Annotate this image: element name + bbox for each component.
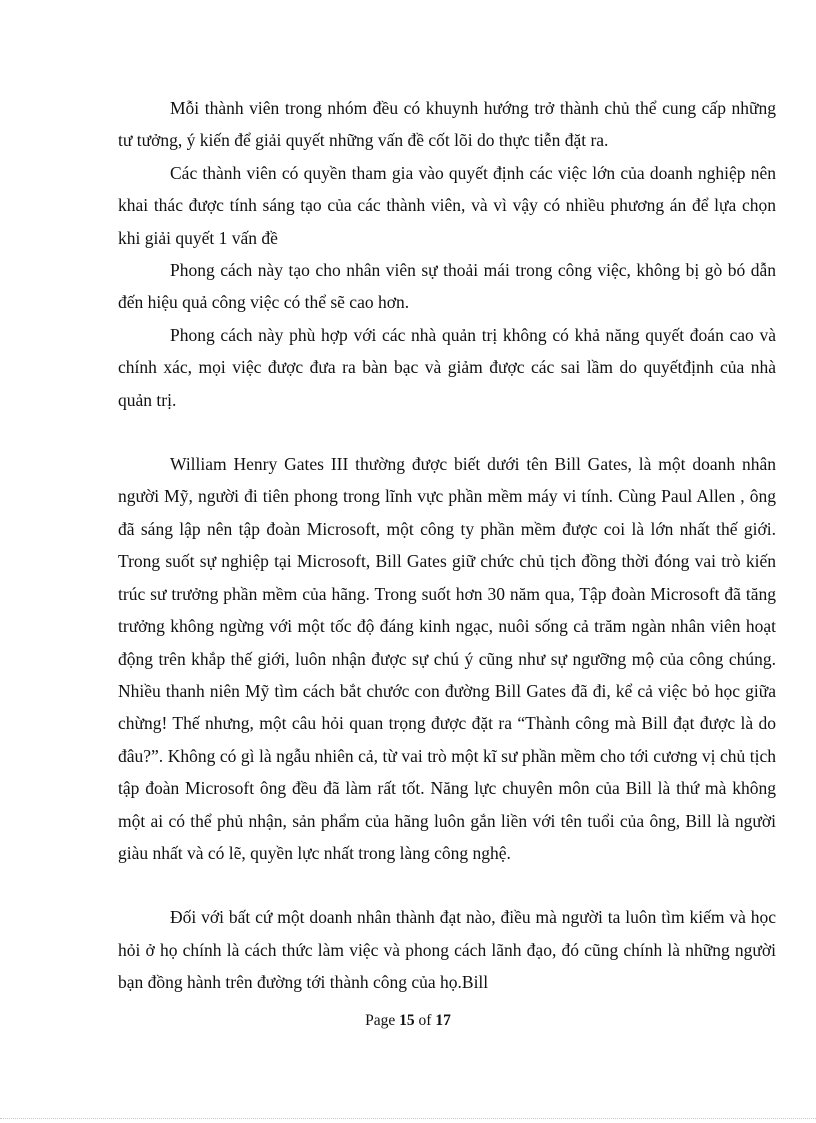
page-bottom-divider <box>0 1118 816 1119</box>
paragraph-member-rights: Các thành viên có quyền tham gia vào quyết định các việc lớn của doanh nghiệp nên khai thác được tính sáng tạo của các thành viên, và vì vậy có nhiều phương án để lựa chọn khi giải quyết 1 vấn đề <box>118 162 776 248</box>
paragraph-spacer <box>118 416 776 448</box>
paragraph-style-comfort: Phong cách này tạo cho nhân viên sự thoải mái trong công việc, không bị gò bó dẫn đến hiệu quả công việc có thể sẽ cao hơn. <box>118 260 776 313</box>
footer-total-pages: 17 <box>435 1012 451 1029</box>
paragraph-leadership-intro: Đối với bất cứ một doanh nhân thành đạt nào, điều mà người ta luôn tìm kiếm và học hỏi ở họ chính là cách thức làm việc và phong cách lãnh đạo, đó cũng chính là những người bạn đồng hành trên đường tới thành công của họ.Bill <box>118 907 776 993</box>
paragraph-member-role: Mỗi thành viên trong nhóm đều có khuynh hướng trở thành chủ thể cung cấp những tư tưởng, ý kiến để giải quyết những vấn đề cốt lõi do thực tiễn đặt ra. <box>118 98 776 151</box>
paragraph-bill-gates: William Henry Gates III thường được biết dưới tên Bill Gates, là một doanh nhân người Mỹ, người đi tiên phong trong lĩnh vực phần mềm máy vi tính. Cùng Paul Allen , ông đã sáng lập nên tập đoàn Microsoft, một công ty phần mềm được coi là lớn nhất thế giới. Trong suốt sự nghiệp tại Microsoft, Bill Gates giữ chức chủ tịch đồng thời đóng vai trò kiến trúc sư trưởng phần mềm của hãng. Trong suốt hơn 30 năm qua, Tập đoàn Microsoft đã tăng trưởng không ngừng với một tốc độ đáng kinh ngạc, nuôi sống cả trăm ngàn nhân viên hoạt động trên khắp thế giới, luôn nhận được sự chú ý cũng như sự ngưỡng mộ của công chúng. Nhiều thanh niên Mỹ tìm cách bắt chước con đường Bill Gates đã đi, kể cả việc bỏ học giữa chừng! Thế nhưng, một câu hỏi quan trọng được đặt ra “Thành công mà Bill đạt được là do đâu?”. Không có gì là ngẫu nhiên cả, từ vai trò một kĩ sư phần mềm cho tới cương vị chủ tịch tập đoàn Microsoft ông đều đã làm rất tốt. Năng lực chuyên môn của Bill là thứ mà không một ai có thể phủ nhận, sản phẩm của hãng luôn gắn liền với tên tuổi của ông, Bill là người giàu nhất và có lẽ, quyền lực nhất trong làng công nghệ. <box>118 454 776 863</box>
footer-of-word: of <box>418 1012 432 1029</box>
footer-current-page: 15 <box>399 1012 415 1029</box>
document-body <box>118 92 776 999</box>
paragraph-spacer <box>118 869 776 901</box>
footer-page-word: Page <box>365 1012 396 1029</box>
page-footer <box>0 1012 816 1030</box>
paragraph-style-suitability: Phong cách này phù hợp với các nhà quản trị không có khả năng quyết đoán cao và chính xác, mọi việc được đưa ra bàn bạc và giảm được các sai lầm do quyếtđịnh của nhà quản trị. <box>118 324 776 410</box>
